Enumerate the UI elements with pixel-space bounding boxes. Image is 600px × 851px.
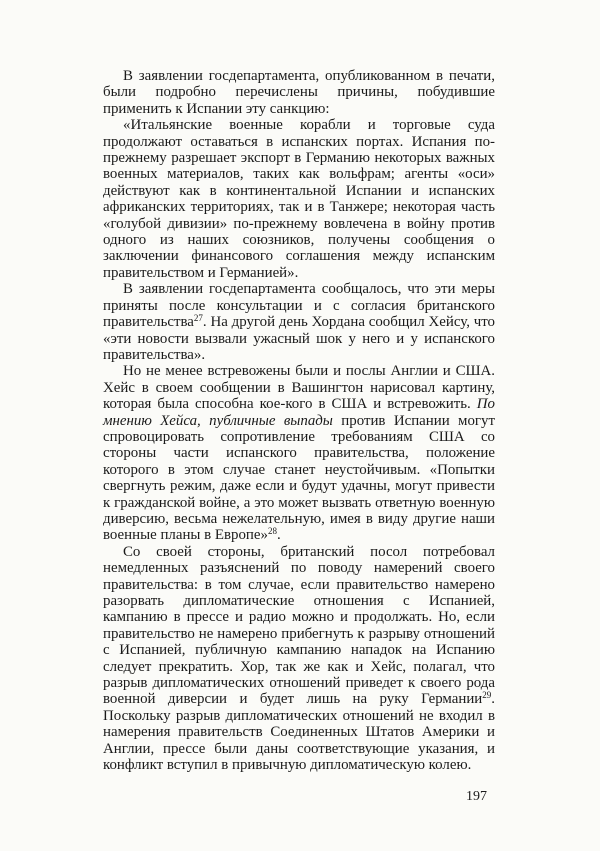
text-run: . Поскольку разрыв дипломатических отношений не входил в намерения правительств Соединенных Штатов Америки и Англии, прессе были даны соответствующие указания, и конфликт вступил в привычную дипломатическую колею. — [103, 691, 495, 774]
paragraph — [103, 68, 495, 117]
italic-text: По мнению Хейса, публичные выпады — [103, 396, 495, 429]
body-text — [103, 68, 495, 773]
text-run: против Испании могут спровоцировать сопротивление требованиям США со стороны части испанского правительства, положение которого в этом случае станет неустойчивым. «Попытки свергнуть режим, даже если и будут удачны, могут привести к гражданской войне, а это может вызвать ответную военную диверсию, весьма нежелательную, имея в виду другие наши военные планы в Европе» — [103, 412, 495, 544]
text-run: Со своей стороны, британский посол потребовал немедленных разъяснений по поводу намерений своего правительства: в том случае, если правительство намерено разорвать дипломатические отношения с Испанией, кампанию в прессе и радио можно и продолжать. Но, если правительство не намерено прибегнуть к разрыву отношений с Испанией, публичную кампанию нападок на Испанию следует прекратить. Хор, так же как и Хейс, полагал, что разрыв дипломатических отношений приведет к своего рода военной диверсии и будет лишь на руку Германии — [103, 543, 495, 708]
text-run: В заявлении госдепартамента сообщалось, что эти меры приняты после консультации и с согласия британского правительства — [103, 281, 495, 331]
text-run: . — [276, 527, 281, 544]
footnote-ref: 29 — [482, 690, 492, 701]
paragraph — [103, 363, 495, 543]
footnote-ref: 27 — [193, 313, 203, 324]
page-number: 197 — [466, 789, 487, 804]
paragraph — [103, 544, 495, 774]
paragraph — [103, 281, 495, 363]
text-run: В заявлении госдепартамента, опубликованном в печати, были подробно перечислены причины, побудившие применить к Испании эту санкцию: — [103, 68, 495, 117]
paragraph — [103, 117, 495, 281]
footnote-ref: 28 — [267, 526, 277, 537]
text-run: «Итальянские военные корабли и торговые суда продолжают оставаться в испанских портах. Испания по-прежнему разрешает экспорт в Германию некоторых важных военных материалов, таких как вольфрам; агенты «оси» действуют как в континентальной Испании и испанских африканских территориях, так и в Танжере; некоторая часть «голубой дивизии» по-прежнему вовлечена в войну против одного из наших союзников, получены сообщения о заключении финансового соглашения между испанским правительством и Германией». — [103, 117, 495, 281]
text-run: . На другой день Хордана сообщил Хейсу, что «эти новости вызвали ужасный шок у него и у испанского правительства». — [103, 314, 495, 363]
text-run: Но не менее встревожены были и послы Англии и США. Хейс в своем сообщении в Вашингтон нарисовал картину, которая была способна кое-кого в США и встревожить. — [103, 363, 495, 413]
